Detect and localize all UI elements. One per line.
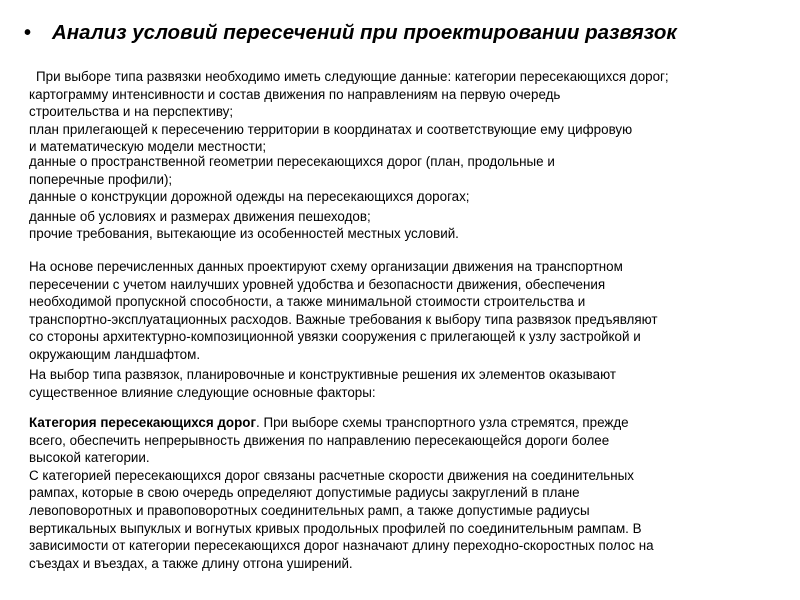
paragraph-line: существенное влияние следующие основные факторы: xyxy=(29,384,376,400)
slide-title: Анализ условий пересечений при проектировании развязок xyxy=(52,21,677,44)
scheme-paragraph xyxy=(29,258,657,364)
category-lead-rest: . При выборе схемы транспортного узла стремятся, прежде xyxy=(256,415,629,430)
paragraph-line: данные о пространственной геометрии пересекающихся дорог (план, продольные и xyxy=(29,153,555,169)
category-paragraph xyxy=(29,414,654,572)
paragraph-line: и математическую модели местности; xyxy=(29,139,267,155)
paragraph-line: картограмму интенсивности и состав движения по направлениям на первую очередь xyxy=(29,86,561,102)
title-row xyxy=(24,21,677,45)
paragraph-line: план прилегающей к пересечению территории в координатах и соответствующие ему цифровую xyxy=(29,121,633,137)
paragraph-line xyxy=(29,414,654,432)
paragraph-line: всего, обеспечить непрерывность движения по направлению пересекающейся дороги более xyxy=(29,432,610,448)
paragraph-line: необходимой пропускной способности, а также минимальной стоимости строительства и xyxy=(29,294,586,310)
paragraph-line: левоповоротных и правоповоротных соединительных рамп, а также допустимые радиусы xyxy=(29,502,590,518)
paragraph-line: С категорией пересекающихся дорог связаны расчетные скорости движения на соединительных xyxy=(29,467,634,483)
paragraph-line: окружающим ландшафтом. xyxy=(29,346,201,362)
paragraph-line: пересечении с учетом наилучших уровней удобства и безопасности движения, обеспечения xyxy=(29,276,606,292)
paragraph-line: вертикальных выпуклых и вогнутых кривых продольных профилей по соединительным рампам. В xyxy=(29,520,642,536)
factors-intro xyxy=(29,366,616,401)
paragraph-line: транспортно-эксплуатационных расходов. Важные требования к выбору типа развязок предъявляют xyxy=(29,311,658,327)
paragraph-line: прочие требования, вытекающие из особенностей местных условий. xyxy=(29,226,459,242)
paragraph-line: со стороны архитектурно-композиционной увязки сооружения с прилегающей к узлу застройкой и xyxy=(29,329,641,345)
input-data-list xyxy=(29,68,669,243)
paragraph-line: При выборе типа развязки необходимо иметь следующие данные: категории пересекающихся дорог; xyxy=(36,69,669,84)
paragraph-line: данные о конструкции дорожной одежды на пересекающихся дорогах; xyxy=(29,189,470,205)
paragraph-line: На выбор типа развязок, планировочные и конструктивные решения их элементов оказывают xyxy=(29,367,616,382)
paragraph-line: высокой категории. xyxy=(29,450,150,466)
paragraph-line: рампах, которые в свою очередь определяют допустимые радиусы закруглений в плане xyxy=(29,485,580,501)
paragraph-line: зависимости от категории пересекающихся дорог назначают длину переходно-скоростных полос на xyxy=(29,538,654,554)
bullet-icon: • xyxy=(24,22,32,44)
paragraph-line: съездах и въездах, а также длину отгона уширений. xyxy=(29,555,353,571)
category-lead-term: Категория пересекающихся дорог xyxy=(29,415,257,430)
paragraph-line: строительства и на перспективу; xyxy=(29,104,234,120)
paragraph-line: данные об условиях и размерах движения пешеходов; xyxy=(29,208,371,224)
paragraph-line: поперечные профили); xyxy=(29,171,173,187)
paragraph-line: На основе перечисленных данных проектируют схему организации движения на транспортном xyxy=(29,259,623,274)
